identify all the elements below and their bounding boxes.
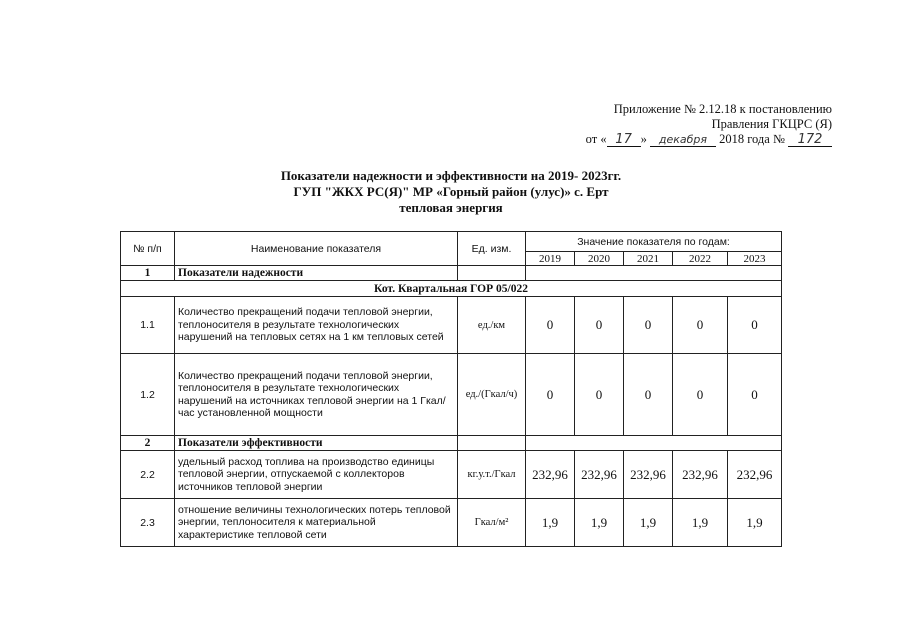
value-2023: 1,9	[728, 499, 782, 547]
empty-cell	[458, 266, 526, 281]
section-1-label: Показатели надежности	[175, 266, 458, 281]
section-1-row	[121, 266, 782, 281]
empty-cell	[526, 266, 782, 281]
section-2-num: 2	[121, 436, 175, 451]
year-2022: 2022	[673, 252, 728, 266]
approval-prefix: от «	[585, 132, 607, 146]
header-unit: Ед. изм.	[458, 232, 526, 266]
table-row	[121, 297, 782, 354]
row-unit: кг.у.т./Гкал	[458, 451, 526, 499]
value-2019: 232,96	[526, 451, 575, 499]
table-row	[121, 451, 782, 499]
header-num: № п/п	[121, 232, 175, 266]
approval-line-3	[532, 132, 832, 147]
facility-row	[121, 281, 782, 297]
row-num: 1.2	[121, 354, 175, 436]
approval-line-1: Приложение № 2.12.18 к постановлению	[613, 102, 832, 116]
value-2019: 1,9	[526, 499, 575, 547]
document-title	[0, 168, 902, 216]
facility-name: Кот. Квартальная ГОР 05/022	[121, 281, 782, 297]
approval-number: 172	[788, 133, 832, 147]
row-name: отношение величины технологических потерь тепловой энергии, теплоносителя к материальной характеристике тепловой сети	[175, 499, 458, 547]
row-unit: ед./км	[458, 297, 526, 354]
value-2022: 1,9	[673, 499, 728, 547]
value-2020: 1,9	[575, 499, 624, 547]
value-2020: 0	[575, 297, 624, 354]
header-name: Наименование показателя	[175, 232, 458, 266]
approval-year-text: 2018 года №	[719, 132, 785, 146]
value-2020: 0	[575, 354, 624, 436]
table-row	[121, 354, 782, 436]
value-2021: 232,96	[624, 451, 673, 499]
row-name: Количество прекращений подачи тепловой энергии, теплоносителя в результате технологических нарушений на источниках тепловой энергии на 1 Гкал/час установленной мощности	[175, 354, 458, 436]
approval-line-2: Правления ГКЦРС (Я)	[711, 117, 832, 131]
value-2020: 232,96	[575, 451, 624, 499]
value-2021: 0	[624, 297, 673, 354]
approval-block	[532, 102, 832, 147]
value-2022: 0	[673, 354, 728, 436]
year-2019: 2019	[526, 252, 575, 266]
value-2019: 0	[526, 297, 575, 354]
indicators-table	[120, 231, 782, 547]
row-unit: Гкал/м²	[458, 499, 526, 547]
title-line-1: Показатели надежности и эффективности на 2019- 2023гг.	[280, 168, 622, 183]
value-2023: 0	[728, 354, 782, 436]
row-num: 2.2	[121, 451, 175, 499]
section-2-label: Показатели эффективности	[175, 436, 458, 451]
section-1-num: 1	[121, 266, 175, 281]
value-2019: 0	[526, 354, 575, 436]
row-name: Количество прекращений подачи тепловой энергии, теплоносителя в результате технологических нарушений на тепловых сетях на 1 км тепловых сетей	[175, 297, 458, 354]
value-2023: 0	[728, 297, 782, 354]
approval-mid: »	[640, 132, 647, 146]
row-unit: ед./(Гкал/ч)	[458, 354, 526, 436]
row-num: 1.1	[121, 297, 175, 354]
year-2020: 2020	[575, 252, 624, 266]
empty-cell	[526, 436, 782, 451]
title-line-3: тепловая энергия	[399, 200, 503, 215]
value-2022: 0	[673, 297, 728, 354]
header-values: Значение показателя по годам:	[526, 232, 782, 252]
title-line-2: ГУП "ЖКХ РС(Я)" МР «Горный район (улус)» с. Ерт	[293, 184, 609, 199]
table-row	[121, 499, 782, 547]
empty-cell	[458, 436, 526, 451]
value-2021: 0	[624, 354, 673, 436]
row-name: удельный расход топлива на производство единицы тепловой энергии, отпускаемой с коллекторов источников тепловой энергии	[175, 451, 458, 499]
year-2021: 2021	[624, 252, 673, 266]
year-2023: 2023	[728, 252, 782, 266]
header-row	[121, 232, 782, 252]
value-2023: 232,96	[728, 451, 782, 499]
value-2022: 232,96	[673, 451, 728, 499]
value-2021: 1,9	[624, 499, 673, 547]
approval-month: декабря	[650, 133, 716, 147]
section-2-row	[121, 436, 782, 451]
row-num: 2.3	[121, 499, 175, 547]
approval-day: 17	[607, 133, 641, 147]
